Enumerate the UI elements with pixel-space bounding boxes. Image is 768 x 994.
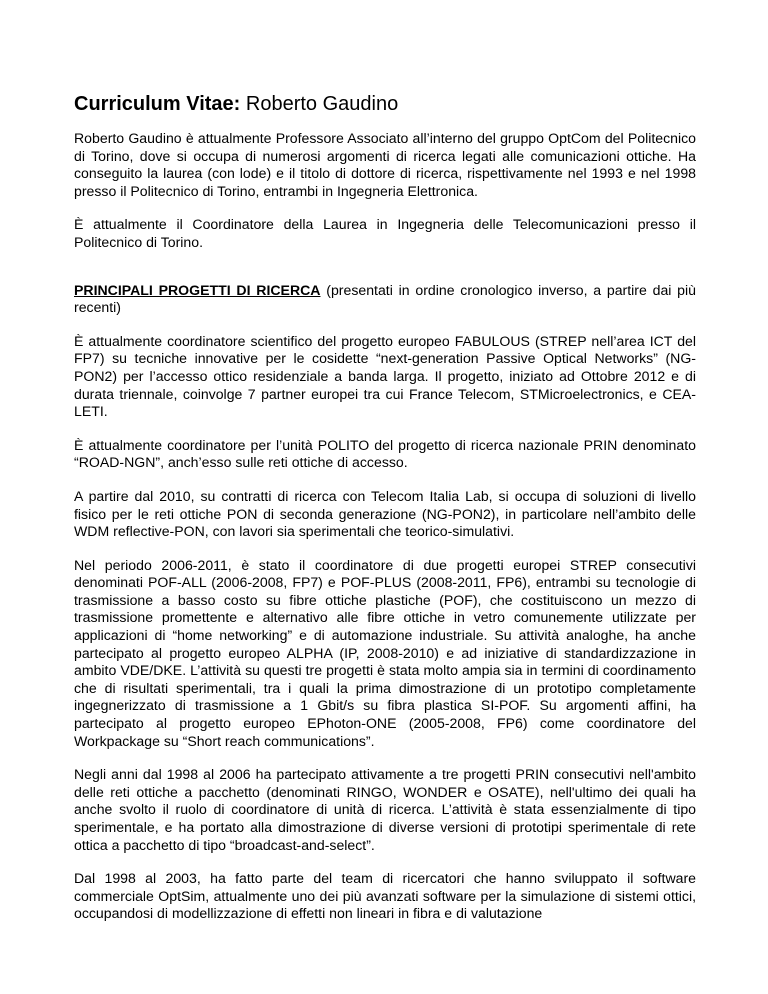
title-name: Roberto Gaudino: [245, 93, 399, 115]
section-heading-paragraph: [74, 282, 696, 317]
section-subtitle: (presentati in ordine cronologico inverso, a partire dai più recenti): [74, 281, 696, 316]
project-paragraph: Nel periodo 2006-2011, è stato il coordinatore di due progetti europei STREP consecutivi denominati POF-ALL (2006-2008, FP7) e POF-PLUS (2008-2011, FP6), entrambi su tecnologie di trasmissione a basso costo su fibre ottiche plastiche (POF), che costituiscono un mezzo di trasmissione promettente e alternativo alle fibre ottiche in vetro comunemente utilizzate per applicazioni di “home networking” e di automazione industriale. Su attività analoghe, ha anche partecipato al progetto europeo ALPHA (IP, 2008-2010) e ad iniziative di standardizzazione in ambito VDE/DKE. L’attività su questi tre progetti è stata molto ampia sia in termini di coordinamento che di risultati sperimentali, tra i quali la prima dimostrazione di un prototipo completamente ingegnerizzato di trasmissione a 1 Gbit/s su fibra plastica SI-POF. Su argomenti affini, ha partecipato al progetto europeo EPhoton-ONE (2005-2008, FP6) come coordinatore del Workpackage su “Short reach communications”.: [74, 556, 696, 749]
page-title: [74, 92, 696, 116]
document-page: [74, 92, 696, 939]
title-label: Curriculum Vitae:: [74, 93, 241, 115]
coordinator-paragraph: È attualmente il Coordinatore della Laurea in Ingegneria delle Telecomunicazioni presso il Politecnico di Torino.: [74, 216, 696, 250]
project-paragraph: È attualmente coordinatore per l’unità POLITO del progetto di ricerca nazionale PRIN denominato “ROAD-NGN”, anch’esso sulle reti ottiche di accesso.: [74, 436, 696, 471]
section-heading: PRINCIPALI PROGETTI DI RICERCA: [74, 281, 321, 298]
project-paragraph: A partire dal 2010, su contratti di ricerca con Telecom Italia Lab, si occupa di soluzioni di livello fisico per le reti ottiche PON di seconda generazione (NG-PON2), in particolare nell’ambito delle WDM reflective-PON, con lavori sia sperimentali che teorico-simulativi.: [74, 487, 696, 540]
project-paragraph: Negli anni dal 1998 al 2006 ha partecipato attivamente a tre progetti PRIN consecutivi nell'ambito delle reti ottiche a pacchetto (denominati RINGO, WONDER e OSATE), nell'ultimo dei quali ha anche svolto il ruolo di coordinatore di unità di ricerca. L’attività è stata essenzialmente di tipo sperimentale, e ha portato alla dimostrazione di diverse versioni di prototipi sperimentale di rete ottica a pacchetto di tipo “broadcast-and-select”.: [74, 766, 696, 853]
project-paragraph: Dal 1998 al 2003, ha fatto parte del team di ricercatori che hanno sviluppato il software commerciale OptSim, attualmente uno dei più avanzati software per la simulazione di sistemi ottici, occupandosi di modellizzazione di effetti non lineari in fibra e di valutazione: [74, 870, 696, 922]
intro-paragraph: Roberto Gaudino è attualmente Professore Associato all’interno del gruppo OptCom del Politecnico di Torino, dove si occupa di numerosi argomenti di ricerca legati alle comunicazioni ottiche. Ha conseguito la laurea (con lode) e il titolo di dottore di ricerca, rispettivamente nel 1993 e nel 1998 presso il Politecnico di Torino, entrambi in Ingegneria Elettronica.: [74, 130, 696, 199]
project-paragraph: È attualmente coordinatore scientifico del progetto europeo FABULOUS (STREP nell’area ICT del FP7) su tecniche innovative per le cosidette “next-generation Passive Optical Networks” (NG-PON2) per l’accesso ottico residenziale a banda larga. Il progetto, iniziato ad Ottobre 2012 e di durata triennale, coinvolge 7 partner europei tra cui France Telecom, STMicroelectronics, e CEA-LETI.: [74, 332, 696, 420]
